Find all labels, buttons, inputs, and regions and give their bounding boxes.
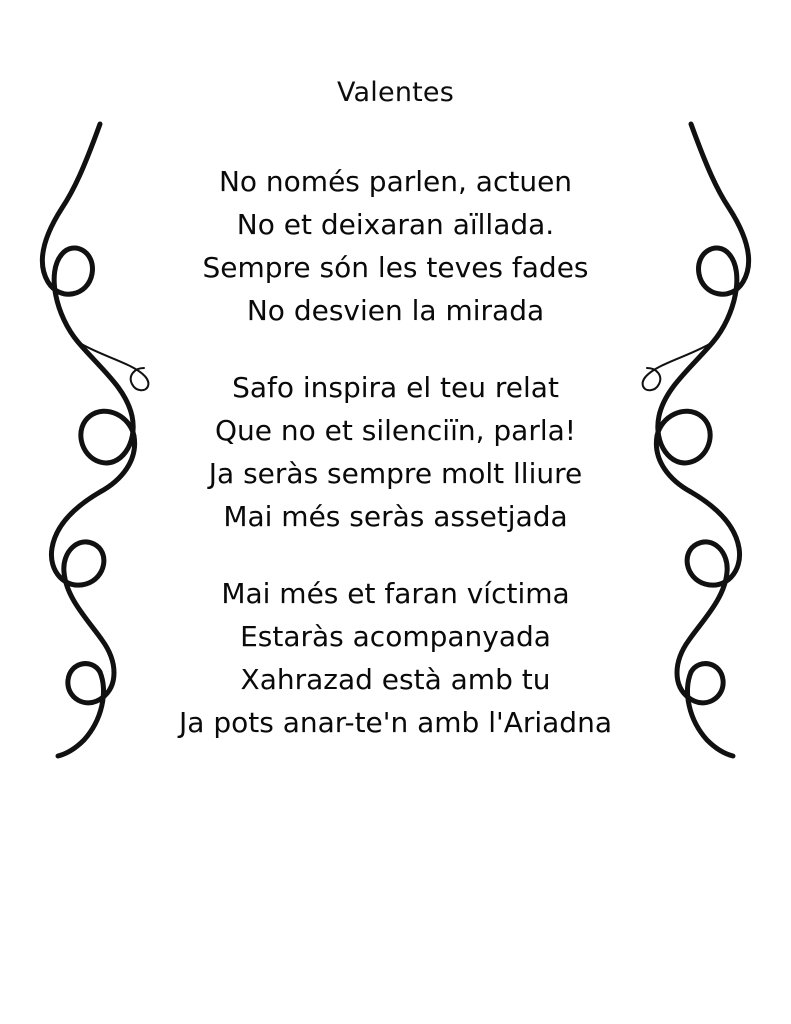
poem-line: Ja seràs sempre molt lliure <box>208 457 583 490</box>
poem-title: Valentes <box>336 77 454 108</box>
poem-line: Sempre són les teves fades <box>202 251 589 284</box>
poem-line: Estaràs acompanyada <box>240 620 551 653</box>
poem-line: No desvien la mirada <box>246 294 545 327</box>
poem-line: Safo inspira el teu relat <box>232 371 559 404</box>
poem-stanza <box>0 572 791 744</box>
poem-line: Ja pots anar-te'n amb l'Ariadna <box>179 706 612 739</box>
poem-line: Mai més et faran víctima <box>221 577 570 610</box>
poem-body <box>0 160 791 744</box>
poem-line: Mai més seràs assetjada <box>223 500 568 533</box>
poem-stanza <box>0 160 791 332</box>
poem-line: No només parlen, actuen <box>218 165 573 198</box>
poem-line: Que no et silenciïn, parla! <box>214 414 577 447</box>
poem-line: Xahrazad està amb tu <box>240 663 551 696</box>
poem-stanza <box>0 366 791 538</box>
poem-line: No et deixaran aïllada. <box>236 208 555 241</box>
